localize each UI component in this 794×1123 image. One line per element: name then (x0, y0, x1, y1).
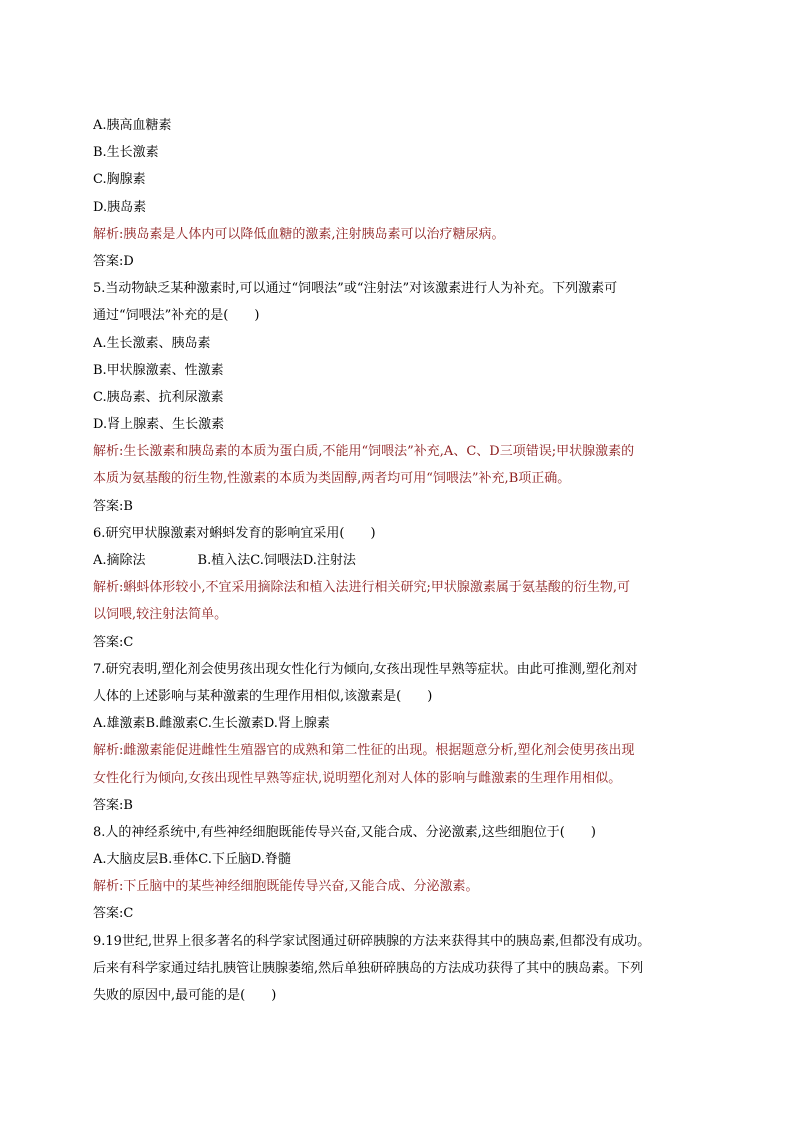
analysis-line: 解析:蝌蚪体形较小,不宜采用摘除法和植入法进行相关研究;甲状腺激素属于氨基酸的衍生物,可 (93, 580, 631, 596)
analysis-line: 本质为氨基酸的衍生物,性激素的本质为类固醇,两者均可用“饲喂法”补充,B项正确。 (93, 471, 571, 487)
answer-line: 答案:B (93, 797, 133, 813)
analysis-line: 以饲喂,较注射法简单。 (93, 607, 228, 623)
answer-line: 答案:C (93, 906, 134, 922)
option-a-text: A.摘除法 (93, 553, 146, 568)
document-page (93, 112, 713, 1009)
analysis-line: 解析:生长激素和胰岛素的本质为蛋白质,不能用“饲喂法”补充,A、C、D三项错误;甲状腺激素的 (93, 444, 635, 460)
option-line: B.甲状腺激素、性激素 (93, 362, 224, 378)
option-line: A.雄激素B.雌激素C.生长激素D.肾上腺素 (93, 716, 330, 732)
question-line: 通过“饲喂法”补充的是( ) (93, 308, 260, 324)
option-line: D.胰岛素 (93, 199, 147, 215)
option-line: C.胰岛素、抗利尿激素 (93, 389, 224, 405)
question-line: 8.人的神经系统中,有些神经细胞既能传导兴奋,又能合成、分泌激素,这些细胞位于( ) (93, 824, 596, 840)
answer-line: 答案:C (93, 634, 134, 650)
question-line: 失败的原因中,最可能的是( ) (93, 988, 277, 1003)
question-line: 后来有科学家通过结扎胰管让胰腺萎缩,然后单独研碎胰岛的方法成功获得了其中的胰岛素。下列 (93, 960, 644, 976)
question-line: 6.研究甲状腺激素对蝌蚪发育的影响宜采用( ) (93, 525, 376, 541)
answer-line: 答案:D (93, 253, 134, 269)
question-line: 7.研究表明,塑化剂会使男孩出现女性化行为倾向,女孩出现性早熟等症状。由此可推测,塑化剂对 (93, 661, 638, 677)
analysis-line: 女性化行为倾向,女孩出现性早熟等症状,说明塑化剂对人体的影响与雌激素的生理作用相似。 (93, 770, 622, 786)
option-line: C.胸腺素 (93, 172, 146, 188)
option-line: A.大脑皮层B.垂体C.下丘脑D.脊髓 (93, 852, 291, 868)
answer-line: 答案:B (93, 498, 133, 514)
question-line: 5.当动物缺乏某种激素时,可以通过“饲喂法”或“注射法”对该激素进行人为补充。下列激素可 (93, 281, 618, 297)
analysis-line: 解析:下丘脑中的某些神经细胞既能传导兴奋,又能合成、分泌激素。 (93, 879, 479, 895)
option-line (93, 547, 713, 574)
option-line: A.生长激素、胰岛素 (93, 335, 211, 351)
question-line: 人体的上述影响与某种激素的生理作用相似,该激素是( ) (93, 688, 433, 704)
analysis-line: 解析:雌激素能促进雌性生殖器官的成熟和第二性征的出现。根据题意分析,塑化剂会使男孩出现 (93, 743, 635, 759)
option-line: B.生长激素 (93, 145, 159, 161)
analysis-line: 解析:胰岛素是人体内可以降低血糖的激素,注射胰岛素可以治疗糖尿病。 (93, 226, 505, 242)
question-line: 9.19世纪,世界上很多著名的科学家试图通过研碎胰腺的方法来获得其中的胰岛素,但都没有成功。 (93, 933, 651, 949)
option-line: A.胰高血糖素 (93, 118, 172, 133)
option-line: D.肾上腺素、生长激素 (93, 417, 225, 433)
option-bcd-text: B.植入法C.饲喂法D.注射法 (197, 553, 356, 568)
